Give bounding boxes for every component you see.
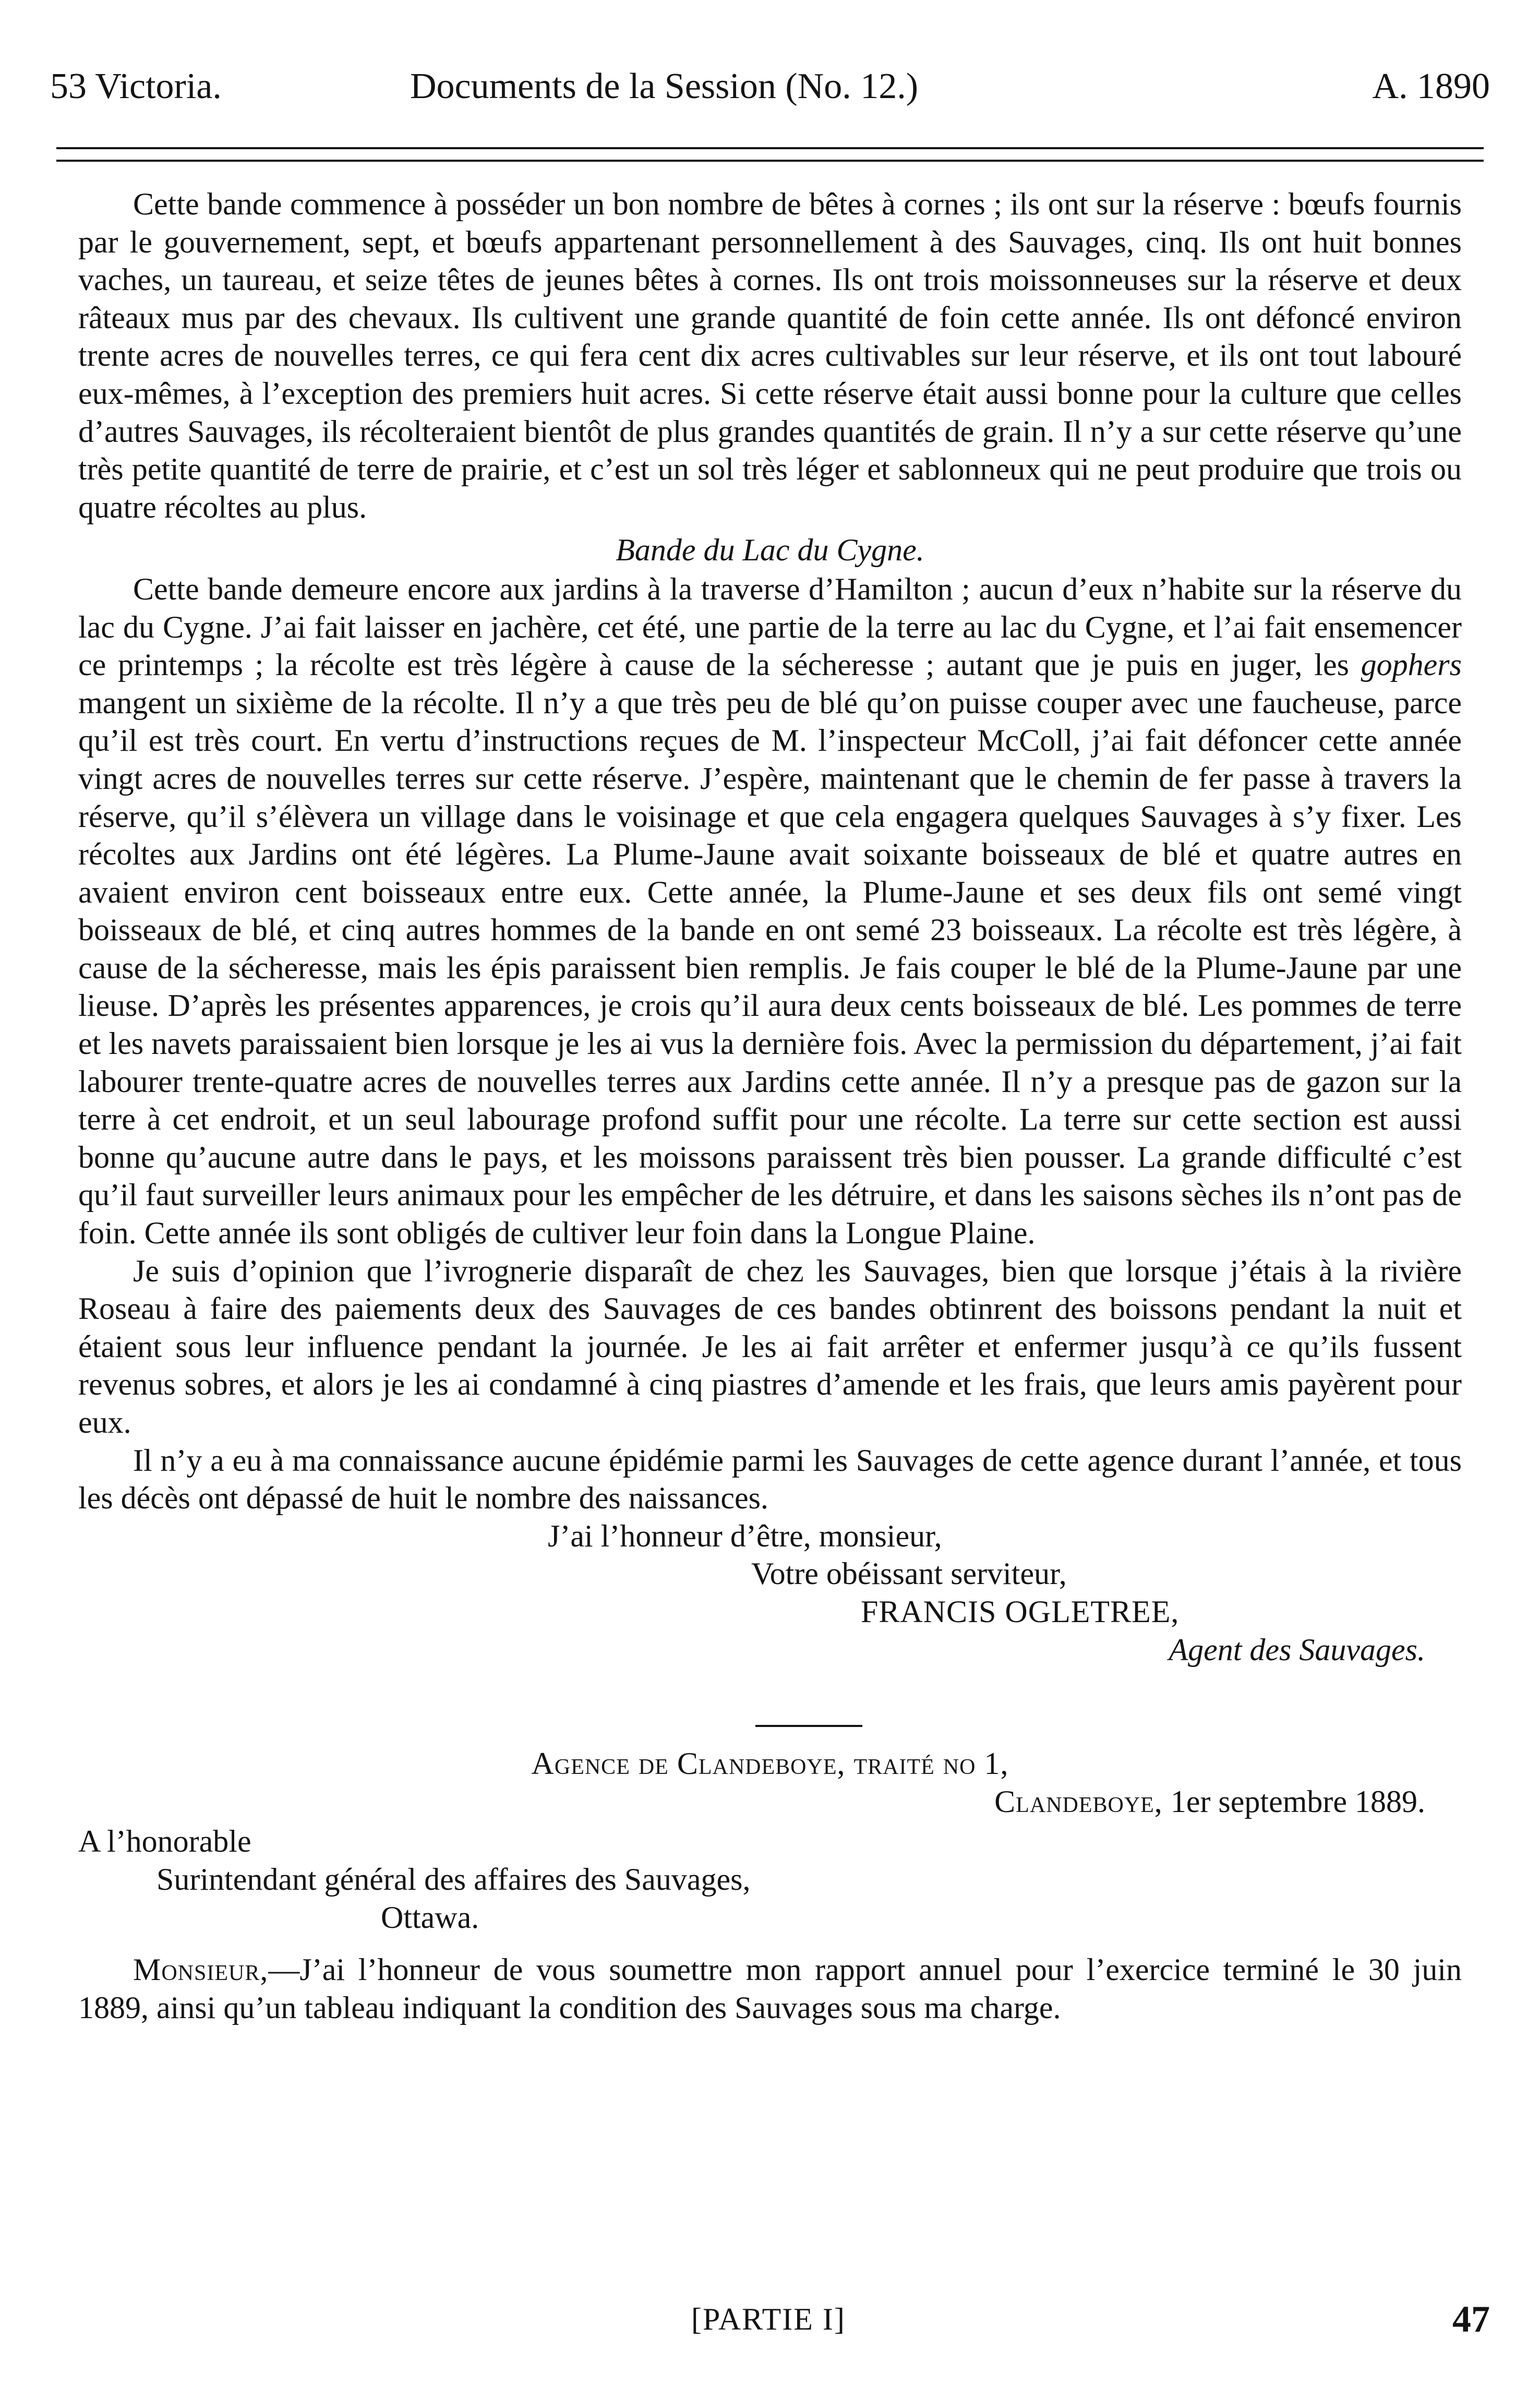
signature-name: FRANCIS OGLETREE, — [861, 1594, 1180, 1629]
paragraph-swan-lake — [78, 570, 1462, 1252]
page-footer — [78, 2296, 1490, 2343]
agency-heading: Agence de Clandeboye, traité no 1, — [531, 1746, 1009, 1781]
paragraph-swan-lake-italic: gophers — [1361, 647, 1462, 682]
salutation: Monsieur, — [133, 1952, 269, 1987]
closing-honour: J’ai l’honneur d’être, monsieur, — [548, 1518, 942, 1553]
header-title: Documents de la Session (No. 12.) — [410, 66, 919, 106]
dateline-place: Clandeboye, — [994, 1784, 1163, 1819]
closing-servant: Votre obéissant serviteur, — [751, 1556, 1067, 1591]
paragraph-swan-lake-part1: Cette bande demeure encore aux jardins à la traverse d’Hamilton ; aucun d’eux n’habite sur la réserve du lac du Cygne. J’ai fait laisser en jachère, cet été, une partie de la terre au lac du Cygne, et l’ai fait ensemencer ce printemps ; la récolte est très légère à cause de la sécheresse ; autant que je puis en juger, les — [78, 571, 1462, 682]
header-year: A. 1890 — [1372, 66, 1490, 106]
dateline — [78, 1783, 1462, 1821]
part-label: [PARTIE I] — [691, 2302, 846, 2336]
paragraph-epidemic: Il n’y a eu à ma connaissance aucune épidémie parmi les Sauvages de cette agence durant l’année, et tous les décès ont dépassé de huit le nombre des naissances. — [78, 1443, 1462, 1516]
paragraph-drunkenness: Je suis d’opinion que l’ivrognerie disparaît de chez les Sauvages, bien que lorsque j’étais à la rivière Roseau à faire des paiements deux des Sauvages de ces bandes obtinrent des boissons pendant la nuit et étaient sous leur influence pendant la journée. Je les ai fait arrêter et enfermer jusqu’à ce qu’ils fussent revenus sobres, et alors je les ai condamné à cinq piastres d’amende et les frais, que leurs amis payèrent pour eux. — [78, 1253, 1462, 1440]
header-volume: 53 Victoria. — [50, 66, 222, 106]
paragraph-swan-lake-part2: mangent un sixième de la récolte. Il n’y a que très peu de blé qu’on puisse couper avec une faucheuse, parce qu’il est très court. En vertu d’instructions reçues de M. l’inspecteur McColl, j’ai fait défoncer cette année vingt acres de nouvelles terres sur cette réserve. J’espère, maintenant que le chemin de fer passe à travers la réserve, qu’il s’élèvera un village dans le voisinage et que cela engagera quelques Sauvages à s’y fixer. Les récoltes aux Jardins ont été légères. La Plume-Jaune avait soixante boisseaux de blé et quatre autres en avaient environ cent boisseaux entre eux. Cette année, la Plume-Jaune et ses deux fils ont semé vingt boisseaux de blé, et cinq autres hommes de la bande en ont semé 23 boisseaux. La récolte est très légère, à cause de la sécheresse, mais les épis paraissent bien remplis. Je fais couper le blé de la Plume-Jaune par une lieuse. D’après les présentes apparences, je crois qu’il aura deux cents boisseaux de blé. Les pommes de terre et les navets paraissaient bien lorsque je les ai vus la dernière fois. Avec la permission du département, j’ai fait labourer trente-quatre acres de nouvelles terres aux Jardins cette année. Il n’y a presque pas de gazon sur la terre à cet endroit, et un seul labourage profond suffit pour une récolte. La terre sur cette section est aussi bonne qu’aucune autre dans le pays, et les moissons paraissent très bien pousser. La grande difficulté c’est qu’il faut surveiller leurs animaux pour les empêcher de les détruire, et dans les saisons sèches ils n’ont pas de foin. Cette année ils sont obligés de cultiver leur foin dans la Longue Plaine. — [78, 685, 1462, 1251]
address-line-1: A l’honorable — [78, 1824, 251, 1859]
signature-title: Agent des Sauvages. — [1169, 1632, 1425, 1667]
letter-opening — [78, 1951, 1462, 2026]
header-double-rule — [56, 147, 1484, 162]
address-line-3: Ottawa. — [381, 1900, 479, 1935]
running-header — [50, 50, 1490, 123]
section-divider — [755, 1725, 862, 1727]
report-body — [78, 185, 1462, 2026]
address-line-2: Surintendant général des affaires des Sauvages, — [157, 1862, 751, 1897]
page-number: 47 — [1452, 2298, 1490, 2340]
letter-opening-text: —J’ai l’honneur de vous soumettre mon rapport annuel pour l’exercice terminé le 30 juin 1889, ainsi qu’un tableau indiquant la condition des Sauvages sous ma charge. — [78, 1952, 1462, 2025]
section-title: Bande du Lac du Cygne. — [616, 533, 924, 568]
paragraph-cattle: Cette bande commence à posséder un bon nombre de bêtes à cornes ; ils ont sur la réserve : bœufs fournis par le gouvernement, sept, et bœufs appartenant personnellement à des Sauvages, cinq. Ils ont huit bonnes vaches, un taureau, et seize têtes de jeunes bêtes à cornes. Ils ont trois moissonneuses sur la réserve et deux râteaux mus par des chevaux. Ils cultivent une grande quantité de foin cette année. Ils ont défoncé environ trente acres de nouvelles terres, ce qui fera cent dix acres cultivables sur leur réserve, et ils ont tout labouré eux-mêmes, à l’exception des premiers huit acres. Si cette réserve était aussi bonne pour la culture que celles d’autres Sauvages, ils récolteraient bientôt de plus grandes quantités de grain. Il n’y a sur cette réserve qu’une très petite quantité de terre de prairie, et c’est un sol très léger et sablonneux qui ne peut produire que trois ou quatre récoltes au plus. — [78, 187, 1462, 524]
dateline-date: 1er septembre 1889. — [1162, 1784, 1425, 1819]
